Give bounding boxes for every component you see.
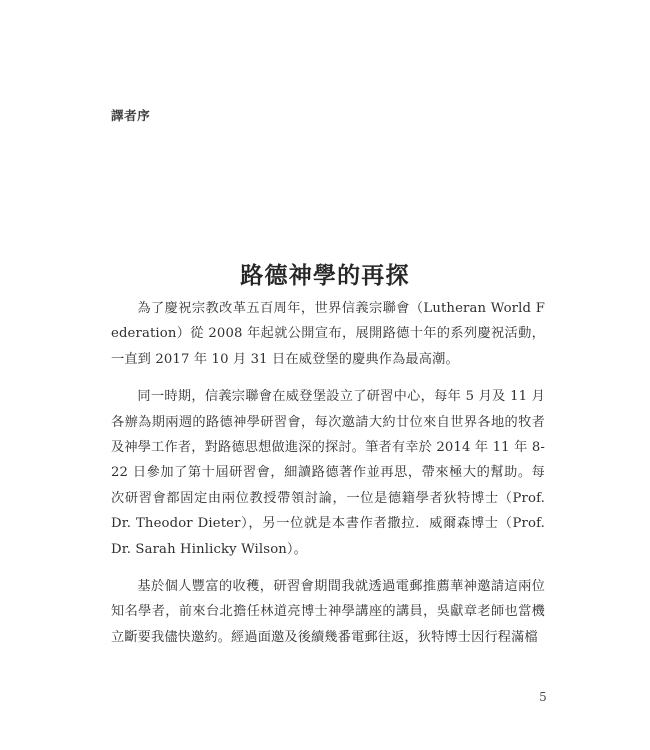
page-title: 路德神學的再探 <box>240 262 410 290</box>
page-number: 5 <box>539 690 547 704</box>
running-head: 譯者序 <box>111 108 151 123</box>
body-text <box>111 296 545 650</box>
paragraph: 為了慶祝宗教改革五百周年，世界信義宗聯會（Lutheran World Federation）從 2008 年起就公開宣布，展開路德十年的系列慶祝活動，一直到 2017 年 10 月 31 日在威登堡的慶典作為最高潮。 <box>111 301 545 367</box>
paragraph: 同一時期，信義宗聯會在威登堡設立了研習中心，每年 5 月及 11 月各辦為期兩週的路德神學研習會，每次邀請大約廿位來自世界各地的牧者及神學工作者，對路德思想做進深的探討。筆者有幸於 2014 年 11 年 8-22 日參加了第十屆研習會，細讀路德著作並再思，帶來極大的幫助。每次研習會都固定由兩位教授帶領討論，一位是德籍學者狄特博士（Prof. Dr. Theodor Dieter），另一位就是本書作者撒拉．威爾森博士（Prof. Dr. Sarah Hinlicky Wilson）。 <box>111 389 545 557</box>
paragraph: 基於個人豐富的收穫，研習會期間我就透過電郵推薦華神邀請這兩位知名學者，前來台北擔任林道亮博士神學講座的講員，吳獻章老師也當機立斷要我儘快邀約。經過面邀及後續幾番電郵往返，狄特博士因行程滿檔 <box>111 579 545 645</box>
